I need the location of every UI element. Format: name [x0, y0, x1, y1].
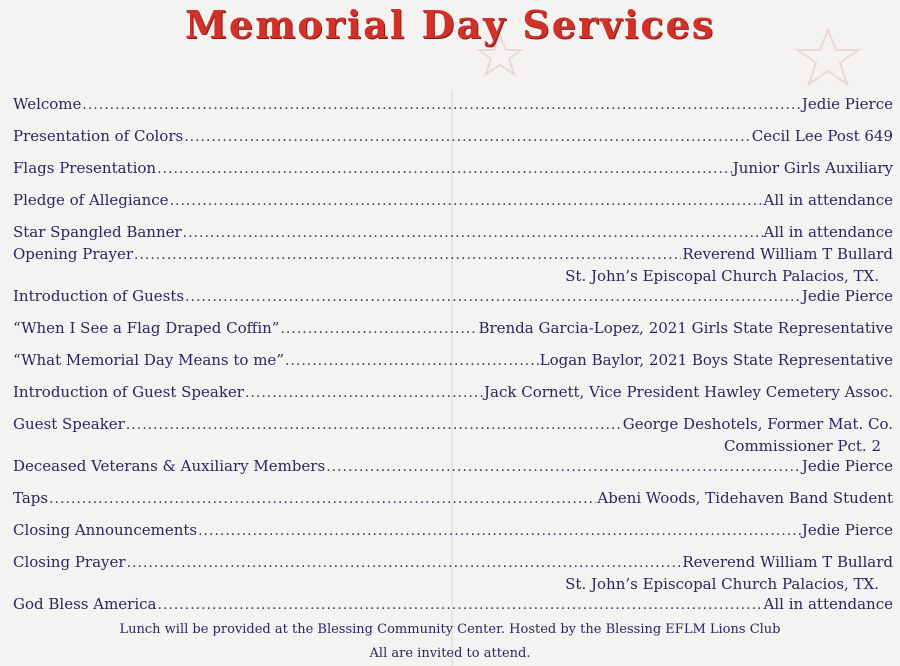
dot-leader	[157, 159, 732, 180]
program-participant: Jedie Pierce	[801, 521, 893, 539]
program-participant: Junior Girls Auxiliary	[732, 159, 893, 177]
dot-leader	[245, 383, 483, 404]
program-row	[13, 158, 893, 180]
program-item: Guest Speaker	[13, 415, 125, 433]
program-row	[13, 244, 893, 266]
program-participant: Jedie Pierce	[801, 95, 893, 113]
dot-leader	[126, 415, 622, 436]
program-item: Flags Presentation	[13, 159, 157, 177]
program-participant: Abeni Woods, Tidehaven Band Student	[597, 489, 893, 507]
dot-leader	[134, 245, 681, 266]
program-list	[13, 94, 893, 616]
program-item: Taps	[13, 489, 49, 507]
program-row	[13, 552, 893, 574]
program-item: Introduction of Guests	[13, 287, 185, 305]
program-participant-detail: Commissioner Pct. 2	[723, 437, 881, 455]
program-item: Presentation of Colors	[13, 127, 184, 145]
program-row	[13, 382, 893, 404]
footer-invitation: All are invited to attend.	[369, 646, 531, 661]
program-participant: Jack Cornett, Vice President Hawley Cemetery Assoc.	[484, 383, 893, 401]
program-row	[13, 414, 893, 436]
program-participant: Cecil Lee Post 649	[751, 127, 893, 145]
program-row	[13, 456, 893, 478]
program-participant: Logan Baylor, 2021 Boys State Representative	[539, 351, 893, 369]
program-item: Closing Announcements	[13, 521, 198, 539]
dot-leader	[198, 521, 801, 542]
program-participant: Reverend William T Bullard	[682, 245, 893, 263]
program-item: Closing Prayer	[13, 553, 126, 571]
dot-leader	[184, 127, 751, 148]
program-row	[13, 350, 893, 372]
program-row	[13, 520, 893, 542]
program-item: “What Memorial Day Means to me”	[13, 351, 284, 369]
dot-leader	[326, 457, 801, 478]
program-row	[13, 488, 893, 510]
dot-leader	[185, 287, 801, 308]
program-participant-detail: St. John’s Episcopal Church Palacios, TX.	[565, 267, 879, 285]
program-row	[13, 286, 893, 308]
dot-leader	[170, 191, 763, 212]
program-participant: All in attendance	[763, 595, 893, 613]
program-row	[13, 94, 893, 116]
program-participant: Jedie Pierce	[801, 287, 893, 305]
program-row	[13, 222, 893, 244]
program-participant: Reverend William T Bullard	[682, 553, 893, 571]
dot-leader	[82, 95, 800, 116]
program-row	[13, 318, 893, 340]
dot-leader	[158, 595, 763, 616]
dot-leader	[183, 223, 763, 244]
page-title: Memorial Day Services	[184, 2, 716, 47]
program-item: Pledge of Allegiance	[13, 191, 169, 209]
program-item: Opening Prayer	[13, 245, 133, 263]
dot-leader	[49, 489, 596, 510]
program-item: God Bless America	[13, 595, 157, 613]
program-item: Star Spangled Banner	[13, 223, 182, 241]
program-row	[13, 126, 893, 148]
program-participant: Brenda Garcia-Lopez, 2021 Girls State Representative	[478, 319, 893, 337]
program-row	[13, 190, 893, 212]
program-item: “When I See a Flag Draped Coffin”	[13, 319, 280, 337]
dot-leader	[280, 319, 477, 340]
program-participant: All in attendance	[763, 191, 893, 209]
program-item: Deceased Veterans & Auxiliary Members	[13, 457, 326, 475]
program-item: Introduction of Guest Speaker	[13, 383, 244, 401]
footer-lunch-note: Lunch will be provided at the Blessing Community Center. Hosted by the Blessing EFLM Lions Club	[119, 622, 781, 637]
program-participant: All in attendance	[763, 223, 893, 241]
program-participant-detail: St. John’s Episcopal Church Palacios, TX.	[565, 575, 879, 593]
dot-leader	[285, 351, 539, 372]
program-row	[13, 594, 893, 616]
program-item: Welcome	[13, 95, 82, 113]
dot-leader	[127, 553, 682, 574]
program-participant: George Deshotels, Former Mat. Co.	[622, 415, 893, 433]
program-participant: Jedie Pierce	[801, 457, 893, 475]
